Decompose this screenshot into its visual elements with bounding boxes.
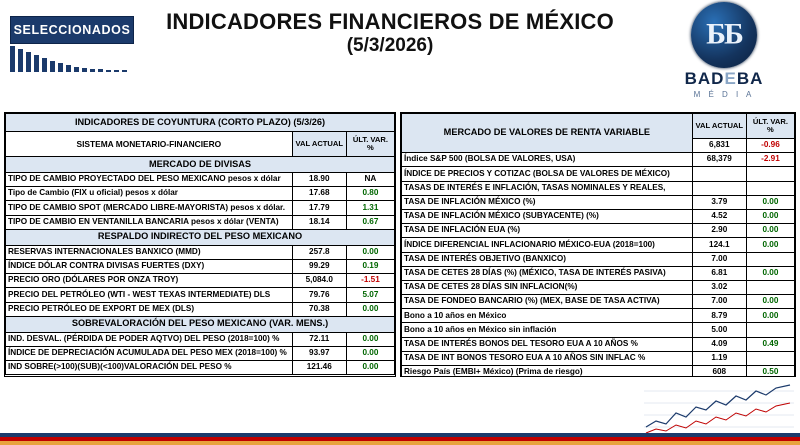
row-variation: 0.00 xyxy=(746,266,794,280)
row-value: 70.38 xyxy=(292,302,346,316)
table-row xyxy=(402,280,795,294)
table-row xyxy=(402,252,795,266)
row-variation xyxy=(746,252,794,266)
page-footer xyxy=(0,377,800,445)
row-label: TASA DE INTERÉS OBJETIVO (BANXICO) xyxy=(402,252,693,266)
table-row xyxy=(6,302,395,316)
logo-circle-icon xyxy=(691,2,757,68)
table-row xyxy=(6,229,395,245)
row-variation: NA xyxy=(346,173,394,187)
section-band-sobrevaloracion: SOBREVALORACIÓN DEL PESO MEXICANO (VAR. MENS.) xyxy=(6,316,395,332)
left-indicators-panel xyxy=(4,112,396,377)
row-value: 124.1 xyxy=(692,238,746,252)
row-value: 1.19 xyxy=(692,351,746,365)
row-variation: 0.19 xyxy=(346,259,394,273)
logo-word-part2: E xyxy=(724,69,737,88)
table-row xyxy=(402,266,795,280)
row-variation: 0.00 xyxy=(746,195,794,209)
row-value: 17.68 xyxy=(292,187,346,201)
row-label: TASA DE INFLACIÓN MÉXICO (SUBYACENTE) (%) xyxy=(402,209,693,223)
section-band-divisas: MERCADO DE DIVISAS xyxy=(6,157,395,173)
table-row xyxy=(402,309,795,323)
row-variation: 0.49 xyxy=(746,337,794,351)
table-row xyxy=(6,316,395,332)
row-label: TASA DE FONDEO BANCARIO (%) (MEX, BASE DE TASA ACTIVA) xyxy=(402,295,693,309)
table-row xyxy=(402,337,795,351)
page-title-date: (5/3/2026) xyxy=(346,34,434,56)
row-variation: 0.00 xyxy=(346,245,394,259)
row-value: 8.79 xyxy=(692,309,746,323)
footer-color-stripes xyxy=(0,429,800,445)
section-band-tasas: TASAS DE INTERÉS E INFLACIÓN, TASAS NOMINALES Y REALES, xyxy=(402,181,693,195)
row-label: TIPO DE CAMBIO EN VENTANILLA BANCARIA pesos x dólar (VENTA) xyxy=(6,215,293,229)
table-row xyxy=(6,245,395,259)
table-row xyxy=(6,201,395,215)
row-variation xyxy=(746,351,794,365)
row-label: IND SOBRE(>100)(SUB)(<100)VALORACIÓN DEL PESO % xyxy=(6,361,293,375)
row-label: PRECIO DEL PETRÓLEO (WTI - WEST TEXAS INTERMEDIATE) DLS xyxy=(6,288,293,302)
row-label: TASA DE INTERÉS BONOS DEL TESORO EUA A 10 AÑOS % xyxy=(402,337,693,351)
table-row xyxy=(6,288,395,302)
row-value: 93.97 xyxy=(292,346,346,360)
table-row xyxy=(6,215,395,229)
row-value: 257.8 xyxy=(292,245,346,259)
right-indicators-panel xyxy=(400,112,796,377)
row-variation: 0.00 xyxy=(346,332,394,346)
row-label: ÍNDICE DE DEPRECIACIÓN ACUMULADA DEL PESO MEX (2018=100) % xyxy=(6,346,293,360)
row-value: 7.00 xyxy=(692,252,746,266)
logo-tagline: M É D I A xyxy=(693,90,755,99)
right-col-val-header: VAL ACTUAL xyxy=(692,114,746,139)
row-value-blank2 xyxy=(692,181,746,195)
left-col-val-header: VAL ACTUAL xyxy=(292,132,346,157)
table-row xyxy=(6,259,395,273)
right-table xyxy=(401,113,795,380)
section-band-respaldo: RESPALDO INDIRECTO DEL PESO MEXICANO xyxy=(6,229,395,245)
row-variation: 0.00 xyxy=(746,238,794,252)
table-row xyxy=(402,114,795,139)
left-table xyxy=(5,113,395,375)
table-row xyxy=(402,238,795,252)
row-label: Riesgo País (EMBI+ México) (Prima de riesgo) xyxy=(402,366,693,380)
row-variation: 0.00 xyxy=(346,346,394,360)
row-variation: 0.00 xyxy=(746,309,794,323)
row-value: 121.46 xyxy=(292,361,346,375)
logo-word-part3: BA xyxy=(736,69,764,88)
logo-wordmark xyxy=(660,69,788,89)
seleccionados-badge: SELECCIONADOS xyxy=(10,16,134,44)
row-label: PRECIO ORO (DÓLARES POR ONZA TROY) xyxy=(6,274,293,288)
page-title-main: INDICADORES FINANCIEROS DE MÉXICO xyxy=(166,9,614,34)
row-value: 6.81 xyxy=(692,266,746,280)
row-value: 79.76 xyxy=(292,288,346,302)
row-variation: 0.00 xyxy=(746,295,794,309)
table-row xyxy=(6,346,395,360)
page-title xyxy=(140,10,640,57)
row-value: 17.79 xyxy=(292,201,346,215)
row-label: ÍNDICE DE PRECIOS Y COTIZAC (BOLSA DE VALORES DE MÉXICO) xyxy=(402,167,693,181)
row-variation: -2.91 xyxy=(746,153,794,167)
row-label: IND. DESVAL. (PÉRDIDA DE PODER AQTVO) DEL PESO (2018=100) % xyxy=(6,332,293,346)
row-value: 4.09 xyxy=(692,337,746,351)
row-label: TIPO DE CAMBIO SPOT (MERCADO LIBRE-MAYORISTA) pesos x dólar. xyxy=(6,201,293,215)
decorative-bars xyxy=(10,46,132,72)
row-label: TASA DE CETES 28 DÍAS (%) (MÉXICO, TASA DE INTERÉS PASIVA) xyxy=(402,266,693,280)
row-variation: 0.00 xyxy=(746,209,794,223)
row-variation: 1.31 xyxy=(346,201,394,215)
row-value: 18.14 xyxy=(292,215,346,229)
row-label: Índice S&P 500 (BOLSA DE VALORES, USA) xyxy=(402,153,693,167)
row-value: 6,831 xyxy=(692,139,746,153)
table-row xyxy=(6,157,395,173)
row-variation-blank xyxy=(746,167,794,181)
row-label: Bono a 10 años en México xyxy=(402,309,693,323)
row-variation xyxy=(746,323,794,337)
row-value: 68,379 xyxy=(692,153,746,167)
page-header xyxy=(0,0,800,112)
left-panel-title: INDICADORES DE COYUNTURA (CORTO PLAZO) (5/3/26) xyxy=(6,114,395,132)
row-label: TASA DE INT BONOS TESORO EUA A 10 AÑOS SIN INFLAC % xyxy=(402,351,693,365)
row-label: RESERVAS INTERNACIONALES BANXICO (MMD) xyxy=(6,245,293,259)
logo-monogram: ƂƂ xyxy=(706,17,742,51)
row-value: 5.00 xyxy=(692,323,746,337)
row-label: TIPO DE CAMBIO PROYECTADO DEL PESO MEXICANO pesos x dólar xyxy=(6,173,293,187)
row-value: 3.79 xyxy=(692,195,746,209)
row-variation: 0.80 xyxy=(346,187,394,201)
row-value: 608 xyxy=(692,366,746,380)
table-row xyxy=(402,351,795,365)
badeba-media-logo xyxy=(660,2,788,106)
row-variation: 0.00 xyxy=(346,302,394,316)
table-row xyxy=(402,224,795,238)
right-panel-title: MERCADO DE VALORES DE RENTA VARIABLE xyxy=(402,114,693,153)
table-row xyxy=(6,173,395,187)
row-value: 99.29 xyxy=(292,259,346,273)
row-label: Bono a 10 años en México sin inflación xyxy=(402,323,693,337)
row-variation xyxy=(746,280,794,294)
row-value-blank xyxy=(692,167,746,181)
left-panel-subtitle: SISTEMA MONETARIO-FINANCIERO xyxy=(6,132,293,157)
table-row xyxy=(402,181,795,195)
row-variation: 5.07 xyxy=(346,288,394,302)
table-row xyxy=(6,114,395,132)
table-row xyxy=(6,332,395,346)
row-variation: 0.67 xyxy=(346,215,394,229)
row-variation: -0.96 xyxy=(746,139,794,153)
row-value: 5,084.0 xyxy=(292,274,346,288)
table-row xyxy=(6,274,395,288)
row-variation: -1.51 xyxy=(346,274,394,288)
left-col-var-header: ÚLT. VAR. % xyxy=(346,132,394,157)
indicators-content xyxy=(0,112,800,377)
row-label: ÍNDICE DIFERENCIAL INFLACIONARIO MÉXICO-EUA (2018=100) xyxy=(402,238,693,252)
right-col-var-header: ÚLT. VAR. % xyxy=(746,114,794,139)
table-row xyxy=(6,132,395,157)
table-row xyxy=(402,323,795,337)
row-value: 72.11 xyxy=(292,332,346,346)
row-label: ÍNDICE DÓLAR CONTRA DIVISAS FUERTES (DXY) xyxy=(6,259,293,273)
table-row xyxy=(6,361,395,375)
table-row xyxy=(402,295,795,309)
row-variation: 0.00 xyxy=(746,224,794,238)
row-value: 2.90 xyxy=(692,224,746,238)
row-value: 7.00 xyxy=(692,295,746,309)
row-variation-blank2 xyxy=(746,181,794,195)
row-label: TASA DE INFLACIÓN EUA (%) xyxy=(402,224,693,238)
table-row xyxy=(402,195,795,209)
row-value: 4.52 xyxy=(692,209,746,223)
logo-word-part1: BAD xyxy=(684,69,725,88)
row-value: 3.02 xyxy=(692,280,746,294)
row-label: PRECIO PETRÓLEO DE EXPORT DE MEX (DLS) xyxy=(6,302,293,316)
row-label: TASA DE INFLACIÓN MÉXICO (%) xyxy=(402,195,693,209)
table-row xyxy=(402,209,795,223)
row-label: TASA DE CETES 28 DÍAS SIN INFLACION(%) xyxy=(402,280,693,294)
table-row xyxy=(402,167,795,181)
row-variation: 0.50 xyxy=(746,366,794,380)
row-variation: 0.00 xyxy=(346,361,394,375)
table-row xyxy=(6,187,395,201)
table-row xyxy=(402,153,795,167)
row-label: Tipo de Cambio (FIX u oficial) pesos x dólar xyxy=(6,187,293,201)
row-value: 18.90 xyxy=(292,173,346,187)
